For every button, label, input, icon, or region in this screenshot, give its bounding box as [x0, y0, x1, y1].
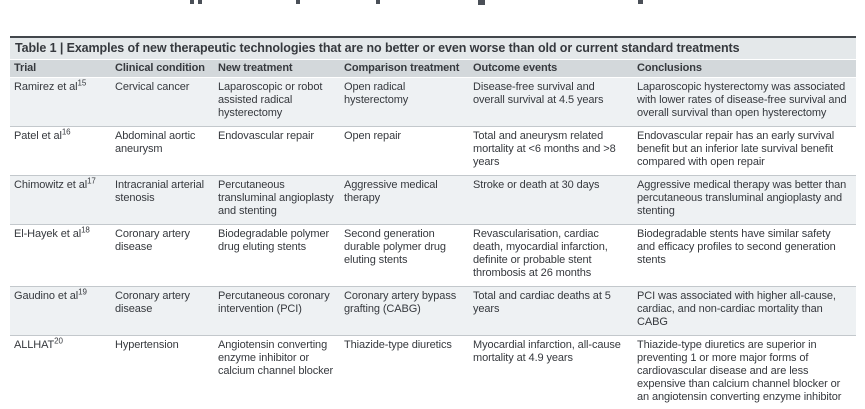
- table-row: [10, 127, 856, 176]
- comparison-treatment-cell: Aggressive medical therapy: [340, 176, 469, 225]
- citation-reference: 17: [87, 176, 96, 186]
- trial-cell: [10, 176, 111, 225]
- conclusions-cell: Biodegradable stents have similar safety and efficacy profiles to second generation stents: [633, 225, 856, 287]
- citation-reference: 19: [78, 287, 87, 297]
- clinical-condition-cell: Hypertension: [111, 336, 214, 409]
- new-treatment-cell: Percutaneous coronary intervention (PCI): [214, 287, 340, 336]
- comparison-treatment-cell: Coronary artery bypass grafting (CABG): [340, 287, 469, 336]
- outcome-events-cell: Myocardial infarction, all-cause mortality at 4.9 years: [469, 336, 633, 409]
- col-header-clinical-condition: Clinical condition: [111, 60, 214, 78]
- conclusions-cell: Thiazide-type diuretics are superior in preventing 1 or more major forms of cardiovascular disease and are less expensive than calcium channel blocker or an angiotensin converting enzyme inhibitor: [633, 336, 856, 409]
- trial-name: ALLHAT: [14, 339, 55, 351]
- trial-name: Chimowitz et al: [14, 179, 88, 191]
- outcome-events-cell: Revascularisation, cardiac death, myocardial infarction, definite or probable stent thrombosis at 26 months: [469, 225, 633, 287]
- outcome-events-cell: Total and cardiac deaths at 5 years: [469, 287, 633, 336]
- table-title: Table 1 | Examples of new therapeutic technologies that are no better or even worse than old or current standard treatments: [10, 38, 856, 60]
- conclusions-cell: Endovascular repair has an early survival benefit but an inferior late survival benefit compared with open repair: [633, 127, 856, 176]
- citation-reference: 15: [77, 78, 87, 88]
- col-header-outcome-events: Outcome events: [469, 60, 633, 78]
- trial-name: El-Hayek et al: [14, 228, 82, 240]
- citation-reference: 20: [54, 336, 63, 346]
- outcome-events-cell: Disease-free survival and overall survival at 4.5 years: [473, 81, 604, 106]
- new-treatment-cell: Endovascular repair: [214, 127, 340, 176]
- comparison-treatment-cell: Thiazide-type diuretics: [340, 336, 469, 409]
- comparison-treatment-cell: Open repair: [340, 127, 469, 176]
- outcome-events-cell: Total and aneurysm related mortality at <6 months and >8 years: [469, 127, 633, 176]
- trial-name: Gaudino et al: [14, 290, 79, 302]
- citation-reference: 18: [81, 225, 90, 235]
- table-body: [10, 78, 856, 409]
- trial-cell: [10, 287, 111, 336]
- comparison-treatment-cell: Second generation durable polymer drug eluting stents: [340, 225, 469, 287]
- col-header-trial: Trial: [10, 60, 111, 78]
- table-1: [10, 36, 856, 409]
- trial-cell: [10, 78, 111, 127]
- therapeutic-technologies-table: [10, 60, 856, 409]
- clinical-condition-cell: Abdominal aortic aneurysm: [111, 127, 214, 176]
- col-header-conclusions: Conclusions: [633, 60, 856, 78]
- trial-name: Patel et al: [14, 130, 62, 142]
- col-header-comparison-treatment: Comparison treatment: [340, 60, 469, 78]
- comparison-treatment-cell: Open radical hysterectomy: [344, 81, 409, 106]
- table-row: [10, 336, 856, 409]
- clinical-condition-cell: Cervical cancer: [115, 81, 190, 93]
- col-header-new-treatment: New treatment: [214, 60, 340, 78]
- conclusions-cell: PCI was associated with higher all-cause, cardiac, and non-cardiac mortality than CABG: [633, 287, 856, 336]
- conclusions-cell: Aggressive medical therapy was better than percutaneous transluminal angioplasty and stenting: [633, 176, 856, 225]
- trial-cell: [10, 225, 111, 287]
- trial-cell: [10, 127, 111, 176]
- clinical-condition-cell: Coronary artery disease: [111, 225, 214, 287]
- table-row: [10, 176, 856, 225]
- cropped-text-artifact: [0, 0, 865, 6]
- conclusions-cell: Laparoscopic hysterectomy was associated with lower rates of disease-free survival and overall survival than open hysterectomy: [637, 81, 847, 119]
- table-row: [10, 78, 856, 127]
- new-treatment-cell: Biodegradable polymer drug eluting stents: [214, 225, 340, 287]
- trial-cell: [10, 336, 111, 409]
- clinical-condition-cell: Coronary artery disease: [111, 287, 214, 336]
- table-header: [10, 60, 856, 78]
- citation-reference: 16: [61, 127, 71, 137]
- new-treatment-cell: Percutaneous transluminal angioplasty and stenting: [214, 176, 340, 225]
- table-row: [10, 287, 856, 336]
- clinical-condition-cell: Intracranial arterial stenosis: [111, 176, 214, 225]
- table-row: [10, 225, 856, 287]
- trial-name: Ramirez et al: [14, 81, 78, 93]
- outcome-events-cell: Stroke or death at 30 days: [469, 176, 633, 225]
- new-treatment-cell: Angiotensin converting enzyme inhibitor or calcium channel blocker: [214, 336, 340, 409]
- new-treatment-cell: Laparoscopic or robot assisted radical hysterectomy: [218, 81, 323, 119]
